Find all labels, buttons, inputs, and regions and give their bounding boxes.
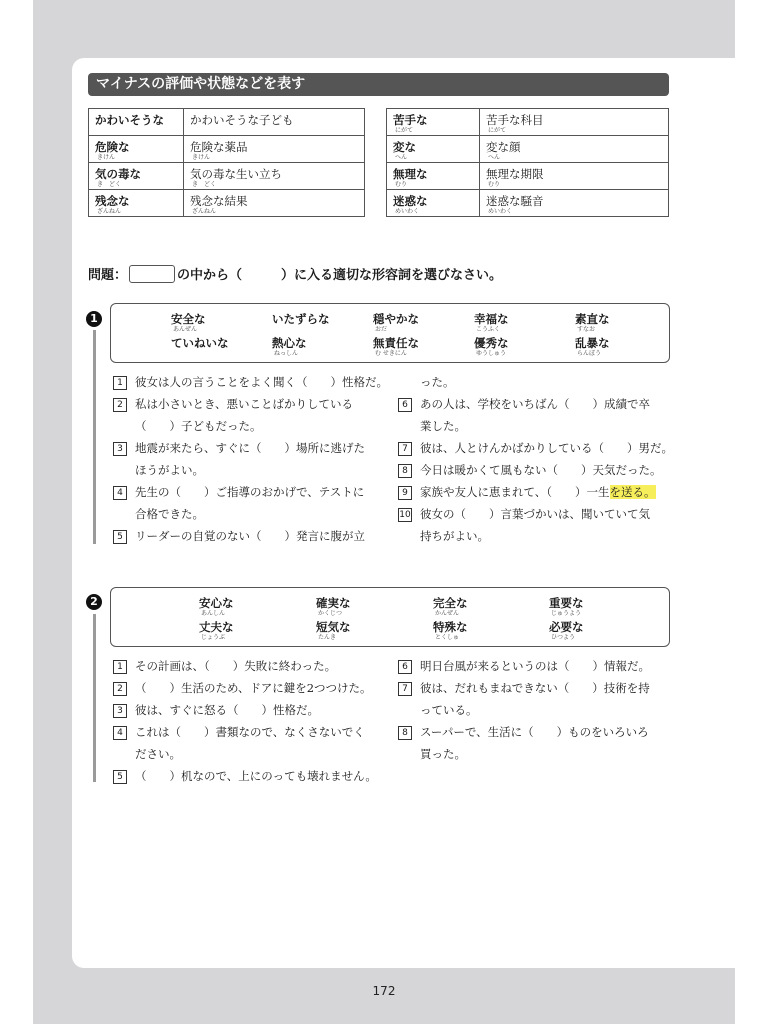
exercise-item-continuation bbox=[135, 503, 204, 525]
choice-word-reading: かんぜん bbox=[435, 610, 460, 617]
section-2-word-box bbox=[110, 587, 670, 647]
choice-word bbox=[474, 313, 509, 334]
exercise-item bbox=[113, 721, 365, 743]
exercise-item bbox=[113, 655, 336, 677]
exercise-item-continuation bbox=[420, 699, 478, 721]
choice-word-reading: あんしん bbox=[201, 610, 226, 617]
exercise-item bbox=[113, 765, 377, 787]
exercise-item bbox=[398, 459, 662, 481]
vocab-word-cell bbox=[89, 163, 184, 190]
item-text: ださい。 bbox=[135, 747, 181, 761]
exercise-item-continuation bbox=[420, 415, 466, 437]
choice-word-reading: こうふく bbox=[476, 326, 501, 333]
choice-word-text: 素直な bbox=[575, 312, 610, 326]
exercise-item bbox=[398, 655, 650, 677]
item-number: 8 bbox=[398, 726, 412, 740]
section-2-rule bbox=[93, 614, 96, 782]
item-number: 4 bbox=[113, 486, 127, 500]
section-2-marker: 2 bbox=[86, 594, 102, 610]
choice-word-reading: おだ bbox=[375, 326, 388, 333]
item-text: った。 bbox=[420, 375, 455, 389]
vocab-word-reading: ざんねん bbox=[97, 208, 122, 215]
vocab-example-reading: ざんねん bbox=[192, 208, 217, 215]
item-text: っている。 bbox=[420, 703, 478, 717]
choice-word bbox=[171, 337, 229, 350]
question-text: の中から（ ）に入る適切な形容詞を選びなさい。 bbox=[177, 268, 503, 283]
exercise-item-continuation bbox=[135, 415, 262, 437]
exercise-item bbox=[113, 371, 388, 393]
choice-word-reading: む せきにん bbox=[375, 350, 407, 357]
exercise-item bbox=[113, 699, 319, 721]
item-text: 地震が来たら、すぐに（ ）場所に逃げた bbox=[135, 441, 365, 455]
vocab-word-reading: めいわく bbox=[395, 208, 420, 215]
item-number: 1 bbox=[113, 660, 127, 674]
choice-word-reading: じゅうよう bbox=[551, 610, 582, 617]
choice-word-text: 幸福な bbox=[474, 312, 509, 326]
vocab-table-right bbox=[386, 108, 669, 217]
choice-word-text: 乱暴な bbox=[575, 336, 610, 350]
vocab-word: 気の毒な bbox=[95, 167, 141, 181]
vocab-word: かわいそうな bbox=[95, 113, 164, 127]
choice-word-reading: ゆうしゅう bbox=[476, 350, 507, 357]
exercise-item bbox=[398, 437, 673, 459]
item-number: 1 bbox=[113, 376, 127, 390]
exercise-item-continuation bbox=[420, 525, 489, 547]
item-text: 彼は、人とけんかばかりしている（ ）男だ。 bbox=[420, 441, 673, 455]
vocab-word: 迷惑な bbox=[393, 194, 428, 208]
vocab-example-reading: き どく bbox=[192, 181, 217, 188]
exercise-item bbox=[113, 393, 353, 415]
vocab-example: 無理な期限 bbox=[486, 167, 544, 181]
highlighted-text: を送る。 bbox=[609, 485, 656, 499]
choice-word-text: 必要な bbox=[549, 620, 584, 634]
item-number: 8 bbox=[398, 464, 412, 478]
item-text: 彼女の（ ）言葉づかいは、聞いていて気 bbox=[420, 507, 650, 521]
choice-word bbox=[171, 313, 206, 334]
vocab-word-reading: へん bbox=[395, 154, 408, 161]
vocab-example-reading: きけん bbox=[192, 154, 211, 161]
item-text: （ ）生活のため、ドアに鍵を2つつけた。 bbox=[135, 681, 372, 695]
choice-word-reading: ねっしん bbox=[274, 350, 299, 357]
vocab-example-cell bbox=[480, 136, 669, 163]
vocab-word-reading: き どく bbox=[97, 181, 122, 188]
vocab-example-cell bbox=[480, 109, 669, 136]
exercise-item-continuation bbox=[420, 743, 466, 765]
choice-word-text: 穏やかな bbox=[373, 312, 419, 326]
vocab-word-cell bbox=[387, 136, 480, 163]
vocab-word-cell bbox=[89, 109, 184, 136]
vocab-row-right-3 bbox=[387, 163, 669, 190]
item-text: 家族や友人に恵まれて、（ ）一生 bbox=[420, 485, 610, 499]
item-number: 5 bbox=[113, 770, 127, 784]
exercise-item-continuation bbox=[420, 371, 455, 393]
item-text: 今日は暖かくて風もない（ ）天気だった。 bbox=[420, 463, 662, 477]
item-text: 先生の（ ）ご指導のおかげで、テストに bbox=[135, 485, 365, 499]
item-text: 業した。 bbox=[420, 419, 466, 433]
exercise-item bbox=[398, 677, 650, 699]
section-1-rule bbox=[93, 330, 96, 544]
item-text: その計画は、（ ）失敗に終わった。 bbox=[135, 659, 337, 673]
item-text: 私は小さいとき、悪いことばかりしている bbox=[135, 397, 354, 411]
vocab-example-cell bbox=[480, 163, 669, 190]
item-text: 合格できた。 bbox=[135, 507, 204, 521]
item-number: 3 bbox=[113, 442, 127, 456]
vocab-word: 危険な bbox=[95, 140, 130, 154]
vocab-example-reading: にがて bbox=[488, 127, 507, 134]
choice-word-text: 完全な bbox=[433, 596, 468, 610]
vocab-word-cell bbox=[387, 109, 480, 136]
choice-word bbox=[272, 337, 307, 358]
item-number: 4 bbox=[113, 726, 127, 740]
choice-word bbox=[373, 337, 419, 358]
vocab-example: 変な顔 bbox=[486, 140, 521, 154]
choice-word-reading: じょうぶ bbox=[201, 634, 226, 641]
vocab-row-right-2 bbox=[387, 136, 669, 163]
exercise-item bbox=[113, 677, 372, 699]
vocab-word-reading: むり bbox=[395, 181, 408, 188]
vocab-example-cell bbox=[184, 163, 365, 190]
choice-word-reading: とくしゅ bbox=[435, 634, 460, 641]
vocab-example: かわいそうな子ども bbox=[190, 113, 294, 127]
exercise-item bbox=[113, 481, 364, 503]
choice-word-text: 特殊な bbox=[433, 620, 468, 634]
vocab-word: 無理な bbox=[393, 167, 428, 181]
choice-word-text: 熱心な bbox=[272, 336, 307, 350]
item-text: （ ）机なので、上にのっても壊れません。 bbox=[135, 769, 377, 783]
choice-word bbox=[433, 597, 468, 618]
exercise-item-continuation bbox=[135, 743, 181, 765]
vocab-word: 苦手な bbox=[393, 113, 428, 127]
vocab-word-cell bbox=[89, 190, 184, 217]
section-title: マイナスの評価や状態などを表す bbox=[88, 73, 669, 96]
item-text: 彼女は人の言うことをよく聞く（ ）性格だ。 bbox=[135, 375, 388, 389]
blank-box bbox=[129, 265, 175, 283]
item-number: 10 bbox=[399, 510, 411, 520]
section-1-marker: 1 bbox=[86, 311, 102, 327]
item-text: 買った。 bbox=[420, 747, 466, 761]
vocab-word-reading: きけん bbox=[97, 154, 116, 161]
vocab-example: 苦手な科目 bbox=[486, 113, 544, 127]
vocab-word-reading: にがて bbox=[395, 127, 414, 134]
exercise-item bbox=[113, 437, 365, 459]
exercise-item bbox=[398, 393, 650, 415]
choice-word bbox=[316, 621, 351, 642]
item-number: 6 bbox=[398, 660, 412, 674]
choice-word bbox=[575, 337, 610, 358]
vocab-example-cell bbox=[480, 190, 669, 217]
vocab-row-left-3 bbox=[89, 163, 365, 190]
item-text: 彼は、だれもまねできない（ ）技術を持 bbox=[420, 681, 650, 695]
item-number: 7 bbox=[398, 682, 412, 696]
question-instruction bbox=[88, 264, 502, 283]
vocab-row-right-1 bbox=[387, 109, 669, 136]
choice-word-text: 無責任な bbox=[373, 336, 419, 350]
exercise-item bbox=[398, 503, 650, 525]
vocab-example-reading: めいわく bbox=[488, 208, 513, 215]
vocab-row-right-4 bbox=[387, 190, 669, 217]
page-number: 172 bbox=[372, 984, 396, 998]
item-number: 6 bbox=[398, 398, 412, 412]
exercise-item bbox=[398, 721, 649, 743]
item-text: 明日台風が来るというのは（ ）情報だ。 bbox=[420, 659, 650, 673]
item-number: 2 bbox=[113, 682, 127, 696]
exercise-item-continuation bbox=[135, 459, 204, 481]
choice-word-reading: あんぜん bbox=[173, 326, 198, 333]
vocab-word: 変な bbox=[393, 140, 416, 154]
item-text: あの人は、学校をいちばん（ ）成績で卒 bbox=[420, 397, 650, 411]
choice-word bbox=[433, 621, 468, 642]
choice-word-text: 安心な bbox=[199, 596, 234, 610]
choice-word-reading: かくじつ bbox=[318, 610, 343, 617]
choice-word bbox=[199, 621, 234, 642]
vocab-example: 気の毒な生い立ち bbox=[190, 167, 282, 181]
vocab-example-cell bbox=[184, 136, 365, 163]
vocab-row-left-2 bbox=[89, 136, 365, 163]
choice-word bbox=[199, 597, 234, 618]
vocab-example: 危険な薬品 bbox=[190, 140, 248, 154]
choice-word-text: 重要な bbox=[549, 596, 584, 610]
choice-word-text: ていねいな bbox=[171, 336, 229, 350]
exercise-item bbox=[113, 525, 365, 547]
item-text: ほうがよい。 bbox=[135, 463, 204, 477]
item-number: 7 bbox=[398, 442, 412, 456]
vocab-row-left-4 bbox=[89, 190, 365, 217]
exercise-item bbox=[398, 481, 656, 503]
item-number: 9 bbox=[398, 486, 412, 500]
choice-word bbox=[549, 597, 584, 618]
vocab-example-cell bbox=[184, 190, 365, 217]
vocab-example-reading: むり bbox=[488, 181, 501, 188]
choice-word-reading: ひつよう bbox=[551, 634, 576, 641]
left-margin bbox=[0, 0, 33, 1024]
choice-word bbox=[373, 313, 419, 334]
vocab-example-cell bbox=[184, 109, 365, 136]
choice-word bbox=[272, 313, 330, 326]
choice-word-text: 丈夫な bbox=[199, 620, 234, 634]
item-text: 彼は、すぐに怒る（ ）性格だ。 bbox=[135, 703, 319, 717]
question-prefix: 問題： bbox=[88, 268, 128, 283]
choice-word-reading: すなお bbox=[577, 326, 596, 333]
item-text: これは（ ）書類なので、なくさないでく bbox=[135, 725, 365, 739]
item-text: （ ）子どもだった。 bbox=[135, 419, 262, 433]
vocab-example: 残念な結果 bbox=[190, 194, 248, 208]
vocab-row-left-1 bbox=[89, 109, 365, 136]
choice-word-text: 安全な bbox=[171, 312, 206, 326]
choice-word bbox=[316, 597, 351, 618]
vocab-example-reading: へん bbox=[488, 154, 501, 161]
vocab-word: 残念な bbox=[95, 194, 130, 208]
choice-word bbox=[474, 337, 509, 358]
vocab-word-cell bbox=[387, 190, 480, 217]
item-text: スーパーで、生活に（ ）ものをいろいろ bbox=[420, 725, 649, 739]
choice-word bbox=[549, 621, 584, 642]
choice-word bbox=[575, 313, 610, 334]
choice-word-reading: たんき bbox=[318, 634, 337, 641]
item-number: 2 bbox=[113, 398, 127, 412]
vocab-table-left bbox=[88, 108, 365, 217]
choice-word-text: 短気な bbox=[316, 620, 351, 634]
vocab-example: 迷惑な騒音 bbox=[486, 194, 544, 208]
vocab-word-cell bbox=[387, 163, 480, 190]
vocab-word-cell bbox=[89, 136, 184, 163]
item-number: 3 bbox=[113, 704, 127, 718]
item-text: 持ちがよい。 bbox=[420, 529, 489, 543]
choice-word-text: 確実な bbox=[316, 596, 351, 610]
item-number: 5 bbox=[113, 530, 127, 544]
item-text: リーダーの自覚のない（ ）発言に腹が立 bbox=[135, 529, 365, 543]
choice-word-reading: らんぼう bbox=[577, 350, 602, 357]
choice-word-text: 優秀な bbox=[474, 336, 509, 350]
section-1-word-box bbox=[110, 303, 670, 363]
choice-word-text: いたずらな bbox=[272, 312, 330, 326]
